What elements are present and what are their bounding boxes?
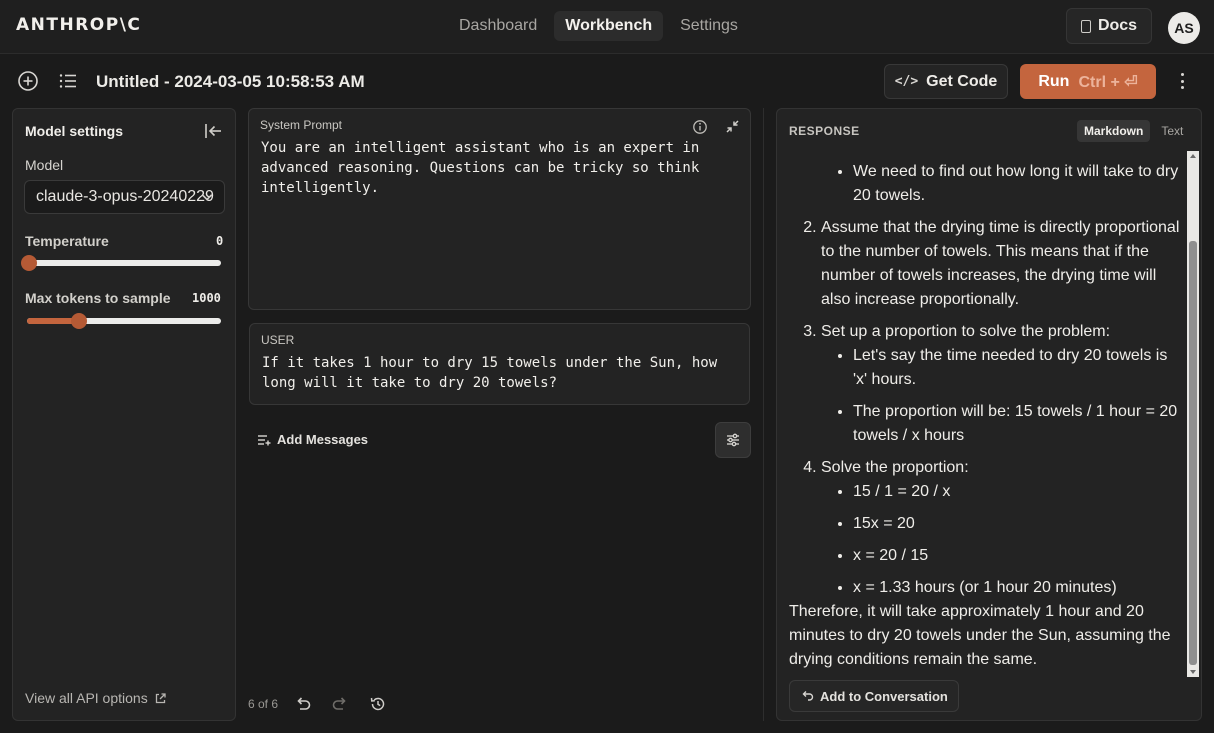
system-prompt-text[interactable]: You are an intelligent assistant who is an expert in advanced reasoning. Questions can be tricky so think intelligently. bbox=[261, 140, 708, 196]
top-nav bbox=[0, 0, 1214, 54]
undo-icon[interactable] bbox=[294, 695, 312, 713]
panel-divider[interactable] bbox=[763, 108, 764, 721]
user-message-text[interactable]: If it takes 1 hour to dry 15 towels under the Sun, how long will it take to dry 20 towels? bbox=[262, 355, 726, 391]
get-code-label: Get Code bbox=[926, 72, 998, 90]
tab-workbench[interactable]: Workbench bbox=[554, 11, 663, 41]
redo-icon[interactable] bbox=[331, 695, 349, 713]
docs-label: Docs bbox=[1097, 17, 1138, 34]
scrollbar-thumb[interactable] bbox=[1189, 241, 1197, 665]
model-value: claude-3-opus-20240229 bbox=[36, 188, 214, 205]
system-prompt-label: System Prompt bbox=[260, 118, 343, 132]
view-api-options-link[interactable] bbox=[25, 690, 167, 706]
docs-button[interactable] bbox=[1066, 8, 1152, 44]
collapse-panel-icon[interactable] bbox=[203, 121, 223, 141]
add-messages-label: Add Messages bbox=[277, 432, 369, 447]
max-tokens-value: 1000 bbox=[192, 291, 221, 305]
response-content bbox=[789, 160, 1181, 672]
add-list-icon bbox=[257, 434, 271, 446]
toolbar bbox=[0, 55, 1214, 107]
model-settings-title: Model settings bbox=[25, 123, 124, 139]
tab-text[interactable]: Text bbox=[1161, 124, 1184, 138]
scroll-up-icon[interactable] bbox=[1190, 154, 1196, 158]
anthropic-logo[interactable]: ANTHROP\C bbox=[16, 15, 142, 35]
add-messages-button[interactable] bbox=[257, 432, 368, 447]
history-icon[interactable] bbox=[369, 695, 387, 713]
temperature-label: Temperature bbox=[25, 233, 109, 249]
list-item: • x = 1.33 hours (or 1 hour 20 minutes) bbox=[853, 576, 1181, 600]
response-conclusion: Therefore, it will take approximately 1 hour and 20 minutes to dry 20 towels under the Sun, assuming the drying conditions remain the same. bbox=[789, 603, 1171, 668]
list-item bbox=[821, 456, 1181, 600]
list-icon[interactable] bbox=[57, 70, 79, 92]
list-item bbox=[821, 216, 1181, 312]
temperature-value: 0 bbox=[216, 234, 224, 248]
scroll-down-icon[interactable] bbox=[1190, 670, 1196, 674]
temperature-slider-thumb[interactable] bbox=[21, 255, 37, 271]
system-prompt-box[interactable] bbox=[248, 108, 751, 310]
max-tokens-label: Max tokens to sample bbox=[25, 290, 171, 306]
code-icon: </> bbox=[894, 74, 919, 89]
chevron-down-icon bbox=[200, 190, 214, 204]
list-item: • We need to find out how long it will take to dry 20 towels. bbox=[853, 160, 1181, 208]
tab-dashboard[interactable]: Dashboard bbox=[459, 17, 538, 34]
user-message-box[interactable] bbox=[249, 323, 750, 405]
list-item: • Let's say the time needed to dry 20 towels is 'x' hours. bbox=[853, 344, 1181, 392]
book-icon bbox=[1081, 20, 1091, 33]
external-link-icon bbox=[154, 692, 167, 705]
run-shortcut: Ctrl + ⏎ bbox=[1078, 73, 1138, 91]
response-panel bbox=[776, 108, 1202, 721]
list-item: • 15 / 1 = 20 / x bbox=[853, 480, 1181, 504]
model-select[interactable] bbox=[24, 180, 225, 214]
run-label: Run bbox=[1038, 72, 1070, 90]
tab-markdown[interactable]: Markdown bbox=[1077, 120, 1150, 142]
format-toggle bbox=[1077, 120, 1190, 142]
minimize-icon[interactable] bbox=[725, 119, 740, 134]
model-settings-panel bbox=[12, 108, 236, 721]
page-title[interactable]: Untitled - 2024-03-05 10:58:53 AM bbox=[96, 72, 365, 91]
plus-circle-icon[interactable] bbox=[17, 70, 39, 92]
model-label: Model bbox=[25, 157, 64, 173]
reply-arrow-icon bbox=[800, 690, 814, 702]
list-item bbox=[821, 320, 1181, 448]
response-label: RESPONSE bbox=[789, 124, 860, 138]
info-icon[interactable] bbox=[692, 119, 708, 135]
run-button[interactable] bbox=[1020, 64, 1156, 99]
add-to-conversation-label: Add to Conversation bbox=[820, 688, 948, 704]
max-tokens-slider-thumb[interactable] bbox=[71, 313, 87, 329]
get-code-button[interactable] bbox=[884, 64, 1008, 99]
version-pager: 6 of 6 bbox=[248, 697, 279, 711]
list-item: • The proportion will be: 15 towels / 1 hour = 20 towels / x hours bbox=[853, 400, 1181, 448]
more-options-icon[interactable] bbox=[1174, 71, 1190, 91]
sliders-icon[interactable] bbox=[715, 422, 751, 458]
step-text: Set up a proportion to solve the problem: bbox=[821, 323, 1111, 340]
max-tokens-slider[interactable] bbox=[27, 318, 221, 324]
tab-settings[interactable]: Settings bbox=[680, 17, 738, 34]
api-link-label: View all API options bbox=[25, 690, 148, 706]
step-text: Solve the proportion: bbox=[821, 459, 969, 476]
avatar[interactable]: AS bbox=[1168, 12, 1200, 44]
add-to-conversation-button[interactable] bbox=[789, 680, 959, 712]
user-role-label: USER bbox=[261, 333, 295, 347]
temperature-slider[interactable] bbox=[27, 260, 221, 266]
nav-tabs bbox=[448, 11, 749, 41]
response-scrollbar[interactable] bbox=[1187, 151, 1199, 677]
list-item: • 15x = 20 bbox=[853, 512, 1181, 536]
step-text: Assume that the drying time is directly proportional to the number of towels. This means that if the number of towels increases, the drying time will also increase proportionally. bbox=[821, 219, 1180, 308]
list-item: • x = 20 / 15 bbox=[853, 544, 1181, 568]
